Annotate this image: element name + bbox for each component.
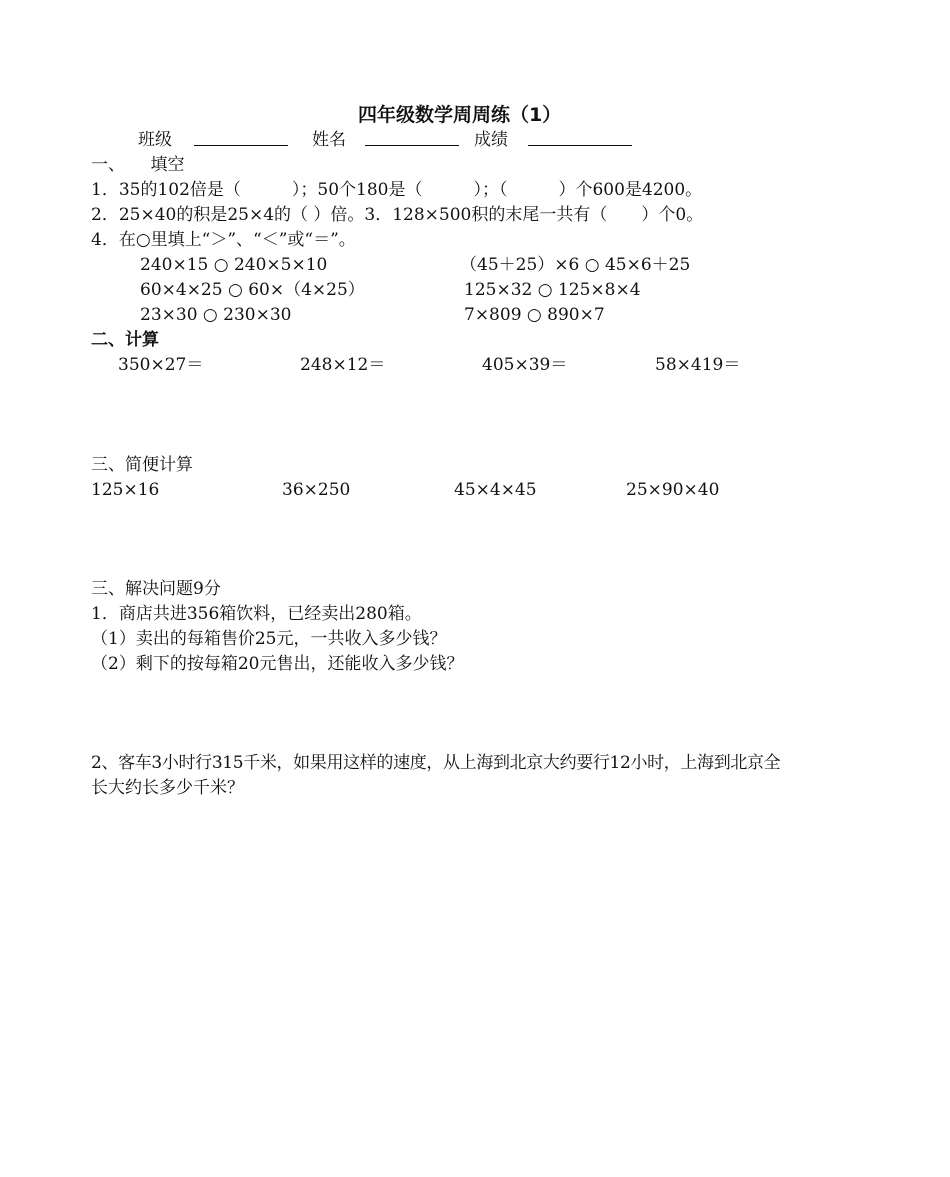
problem-1-part-2: （2）剩下的按每箱20元售出，还能收入多少钱？	[91, 654, 464, 674]
problem-2-line-1: 2、客车3小时行315千米，如果用这样的速度，从上海到北京大约要行12小时，上海到北京全	[91, 753, 781, 773]
score-blank[interactable]	[528, 131, 632, 146]
problem-2-line-2: 长大约长多少千米？	[91, 778, 244, 798]
section-fill-heading: 一、 填空	[91, 155, 185, 175]
question-1: 1．35的102倍是（ ）；50个180是（ ）；（ ）个600是4200。	[91, 180, 703, 200]
compare-left-1: 240×15 ○ 240×5×10	[140, 255, 328, 275]
calc-item-4: 58×419＝	[655, 355, 741, 375]
section-calc-heading: 二、计算	[91, 330, 159, 350]
compare-right-3: 7×809 ○ 890×7	[464, 305, 605, 325]
compare-right-2: 125×32 ○ 125×8×4	[464, 280, 641, 300]
problem-1-part-1: （1）卖出的每箱售价25元，一共收入多少钱？	[91, 629, 447, 649]
compare-left-2: 60×4×25 ○ 60×（4×25）	[140, 280, 365, 300]
score-label: 成绩	[474, 130, 508, 150]
calc-item-2: 248×12＝	[300, 355, 386, 375]
question-2-3: 2．25×40的积是25×4的（ ）倍。3．128×500积的末尾一共有（ ）个0。	[91, 205, 704, 225]
name-blank[interactable]	[365, 131, 459, 146]
simplify-item-2: 36×250	[282, 480, 351, 500]
name-label: 姓名	[312, 130, 346, 150]
section-simplify-heading: 三、简便计算	[91, 455, 193, 475]
class-blank[interactable]	[194, 131, 288, 146]
simplify-item-1: 125×16	[91, 480, 160, 500]
simplify-item-4: 25×90×40	[626, 480, 720, 500]
calc-item-1: 350×27＝	[118, 355, 204, 375]
page-title: 四年级数学周周练（1）	[358, 104, 562, 126]
compare-left-3: 23×30 ○ 230×30	[140, 305, 292, 325]
compare-right-1: （45＋25）×6 ○ 45×6＋25	[460, 255, 691, 275]
simplify-item-3: 45×4×45	[454, 480, 537, 500]
section-problems-heading: 三、解决问题9分	[91, 579, 221, 599]
calc-item-3: 405×39＝	[482, 355, 568, 375]
question-4: 4．在○里填上“＞”、“＜”或“＝”。	[91, 230, 356, 250]
problem-1: 1．商店共进356箱饮料，已经卖出280箱。	[91, 604, 422, 624]
class-label: 班级	[138, 130, 172, 150]
